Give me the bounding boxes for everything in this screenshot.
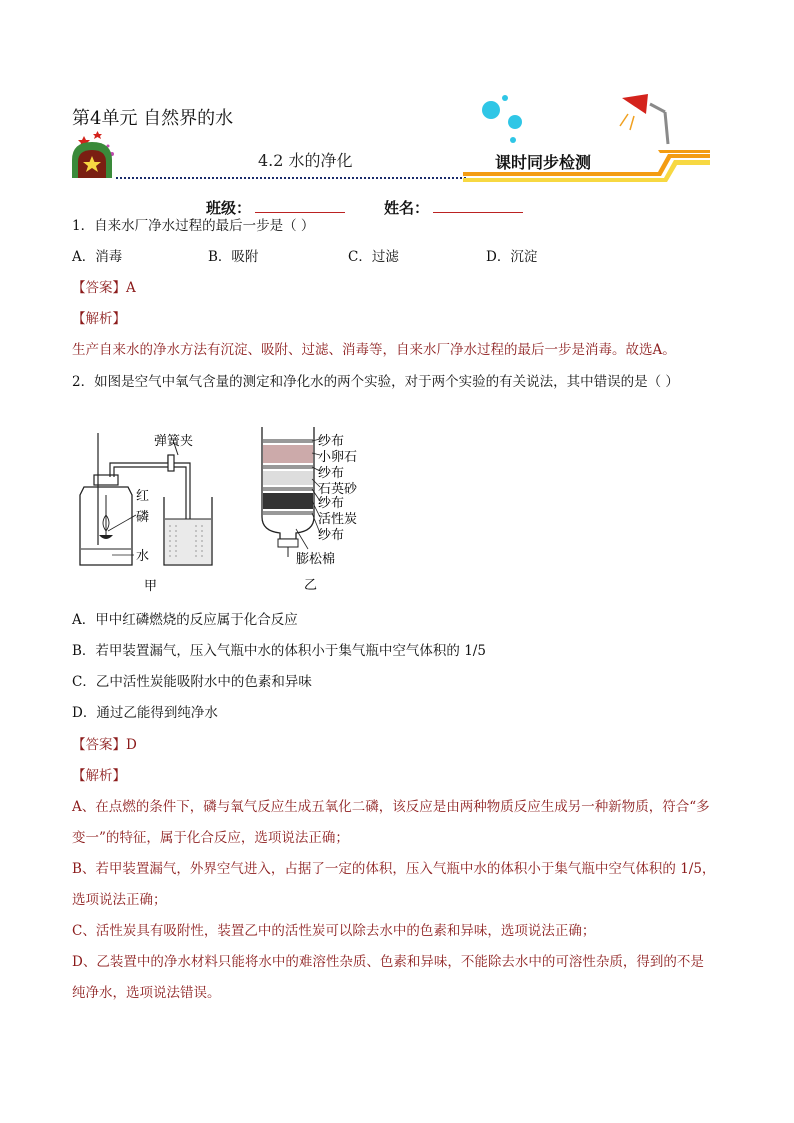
q2-analysis-line: D、乙装置中的净水材料只能将水中的难溶性杂质、色素和异味，不能除去水中的可溶性杂质，得到的不是 xyxy=(72,954,704,970)
q2-option-b: B．若甲装置漏气，压入气瓶中水的体积小于集气瓶中空气体积的 1/5 xyxy=(72,643,486,659)
bubble-icon xyxy=(508,115,522,129)
yi-caption: 乙 xyxy=(304,578,318,593)
q1-analysis: 生产自来水的净水方法有沉淀、吸附、过滤、消毒等，自来水厂净水过程的最后一步是消毒。故选A。 xyxy=(72,342,676,358)
q1-option-d: D．沉淀 xyxy=(486,249,538,265)
bubble-icon xyxy=(502,95,508,101)
yi-label: 纱布 xyxy=(318,434,345,449)
yi-label: 活性炭 xyxy=(318,512,358,527)
yi-label: 小卵石 xyxy=(318,450,358,465)
q1-option-b: B．吸附 xyxy=(208,249,259,265)
yi-label: 纱布 xyxy=(318,466,345,481)
yi-label: 膨松棉 xyxy=(296,552,336,567)
jia-caption: 甲 xyxy=(144,579,158,594)
q2-option-a: A．甲中红磷燃烧的反应属于化合反应 xyxy=(72,612,298,628)
clip-label: 弹簧夹 xyxy=(154,434,194,449)
banner-title: 课时同步检测 xyxy=(495,153,592,172)
yi-label: 纱布 xyxy=(318,528,345,543)
yi-label: 石英砂 xyxy=(318,482,358,497)
header-banner xyxy=(68,128,718,184)
q2-option-c: C．乙中活性炭能吸附水中的色素和异味 xyxy=(72,674,312,690)
q2-analysis-line: A、在点燃的条件下，磷与氧气反应生成五氧化二磷，该反应是由两种物质反应生成另一种新物质，符合“多 xyxy=(72,799,710,815)
name-field[interactable] xyxy=(384,197,523,218)
phos-label: 磷 xyxy=(136,510,150,525)
q1-option-a: A．消毒 xyxy=(72,249,123,265)
bubble-icon xyxy=(482,101,500,119)
figure-yi xyxy=(252,425,382,595)
star-badge-icon xyxy=(72,131,114,178)
q2-analysis-line: 纯净水，选项说法错误。 xyxy=(72,985,221,1001)
q1-answer: 【答案】A xyxy=(72,280,136,296)
class-field[interactable] xyxy=(206,197,345,218)
water-label: 水 xyxy=(136,549,150,564)
q2-analysis-line: B、若甲装置漏气，外界空气进入，占据了一定的体积，压入气瓶中水的体积小于集气瓶中空气体积的 1/5， xyxy=(72,861,716,877)
q2-answer: 【答案】D xyxy=(72,737,137,753)
q1-option-c: C．过滤 xyxy=(348,249,399,265)
name-label: 姓名： xyxy=(384,199,430,217)
unit-title: 第4单元 自然界的水 xyxy=(72,108,234,129)
lesson-title: 4.2 水的净化 xyxy=(258,151,353,170)
class-blank[interactable] xyxy=(255,198,345,213)
q1-analysis-label: 【解析】 xyxy=(72,311,126,327)
q2-analysis-label: 【解析】 xyxy=(72,768,126,784)
q2-analysis-line: C、活性炭具有吸附性，装置乙中的活性炭可以除去水中的色素和异味，选项说法正确； xyxy=(72,923,596,939)
name-blank[interactable] xyxy=(433,198,523,213)
q2-option-d: D．通过乙能得到纯净水 xyxy=(72,705,218,721)
q2-analysis-line: 变一”的特征，属于化合反应，选项说法正确； xyxy=(72,830,349,846)
banner-stripe xyxy=(658,150,710,153)
q1-stem: 1．自来水厂净水过程的最后一步是（ ） xyxy=(72,218,315,234)
red-label: 红 xyxy=(136,489,150,504)
figure-jia xyxy=(72,425,242,595)
class-label: 班级： xyxy=(206,199,252,217)
q2-stem: 2．如图是空气中氧气含量的测定和净化水的两个实验，对于两个实验的有关说法，其中错误的是（ ） xyxy=(72,374,679,390)
q2-analysis-line: 选项说法正确； xyxy=(72,892,167,908)
yi-label: 纱布 xyxy=(318,496,345,511)
